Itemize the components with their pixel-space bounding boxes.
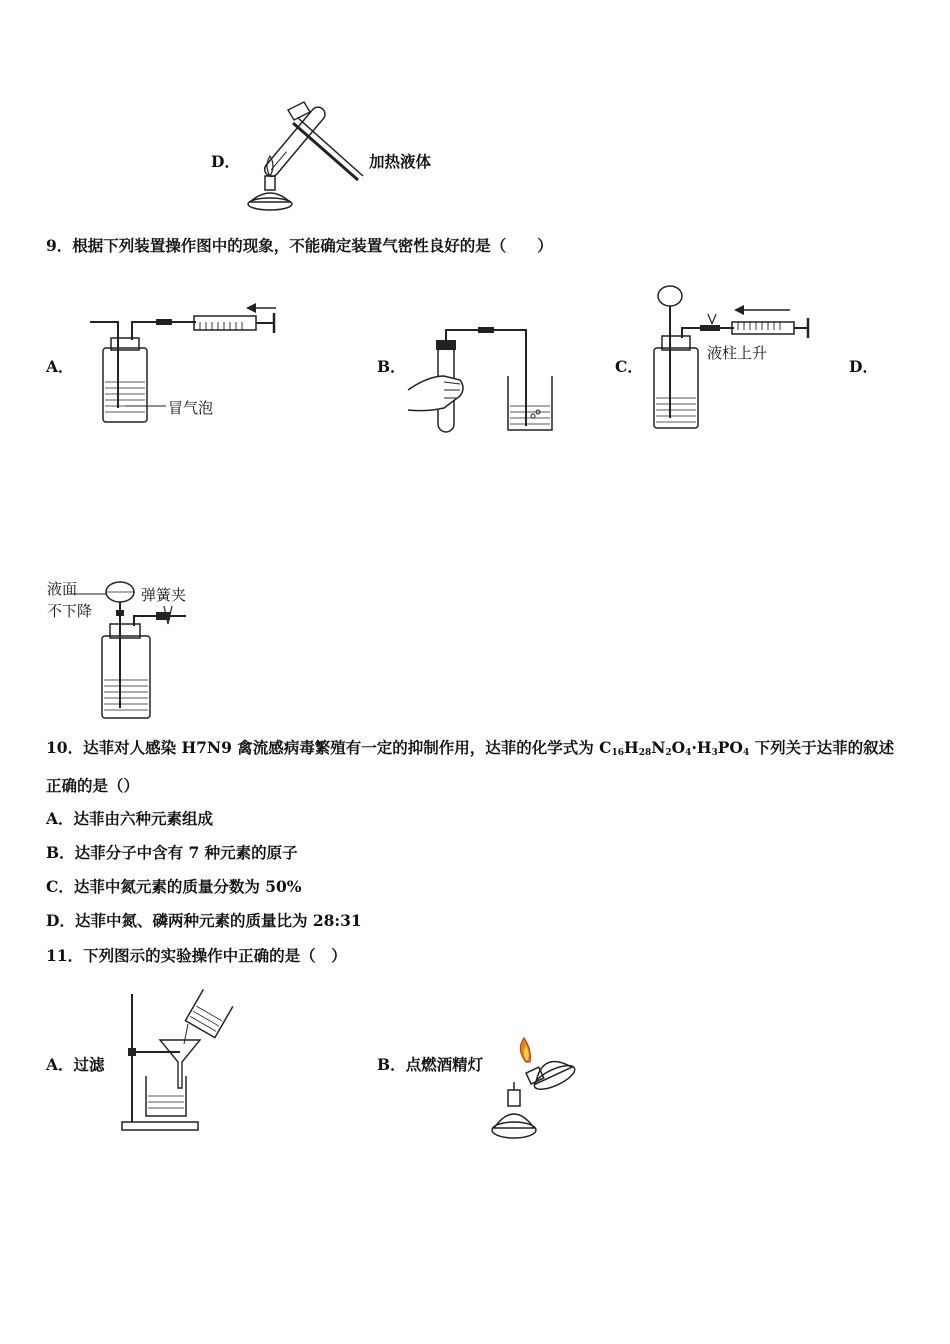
q10-stem-part1: 10．达菲对人感染 H7N9 禽流感病毒繁殖有一定的抑制作用，达菲的化学式为	[46, 738, 600, 757]
q8-option-d-label: D．	[211, 152, 240, 171]
q9-d-caption-1: 液面	[47, 580, 78, 598]
q11-option-b-label: B．点燃酒精灯	[377, 1055, 484, 1074]
q9-d-caption-2: 不下降	[47, 602, 93, 620]
q10-formula: $C_{16}H_{28}N_2O_4\cdot H_3PO_4$	[599, 738, 750, 758]
q11-b-lighting-lamp-figure	[486, 1036, 586, 1142]
q9-option-d-label: D．	[849, 357, 878, 376]
q11-a-filtration-figure	[118, 988, 228, 1133]
q9-option-c-label: C．	[615, 357, 643, 376]
q9-c-caption: 液柱上升	[707, 344, 768, 362]
q11-stem: 11．下列图示的实验操作中正确的是（ ）	[46, 946, 347, 965]
q9-b-figure	[408, 320, 558, 435]
q10-option-a[interactable]: A．达菲由六种元素组成	[46, 809, 214, 828]
heating-liquid-figure	[238, 98, 368, 218]
q10-stem-line1	[46, 738, 894, 763]
q10-option-d[interactable]: D．达菲中氮、磷两种元素的质量比为 28:31	[46, 911, 362, 930]
q10-stem-part2: 下列关于达菲的叙述	[749, 738, 895, 757]
q9-option-b-label: B．	[377, 357, 406, 376]
q10-stem-line2: 正确的是（）	[46, 776, 140, 795]
q9-stem: 9．根据下列装置操作图中的现象，不能确定装置气密性良好的是（ ）	[46, 236, 553, 255]
q10-option-c[interactable]: C．达菲中氮元素的质量分数为 50%	[46, 877, 302, 896]
q10-option-b[interactable]: B．达菲分子中含有 7 种元素的原子	[46, 843, 298, 862]
q11-option-a-label: A．过滤	[46, 1055, 105, 1074]
q9-a-caption: 冒气泡	[168, 399, 214, 417]
q8-option-d-text: 加热液体	[369, 152, 432, 171]
q9-option-a-label: A．	[46, 357, 74, 376]
q9-d-figure	[98, 580, 198, 722]
q9-d-caption-3: 弹簧夹	[141, 586, 187, 604]
